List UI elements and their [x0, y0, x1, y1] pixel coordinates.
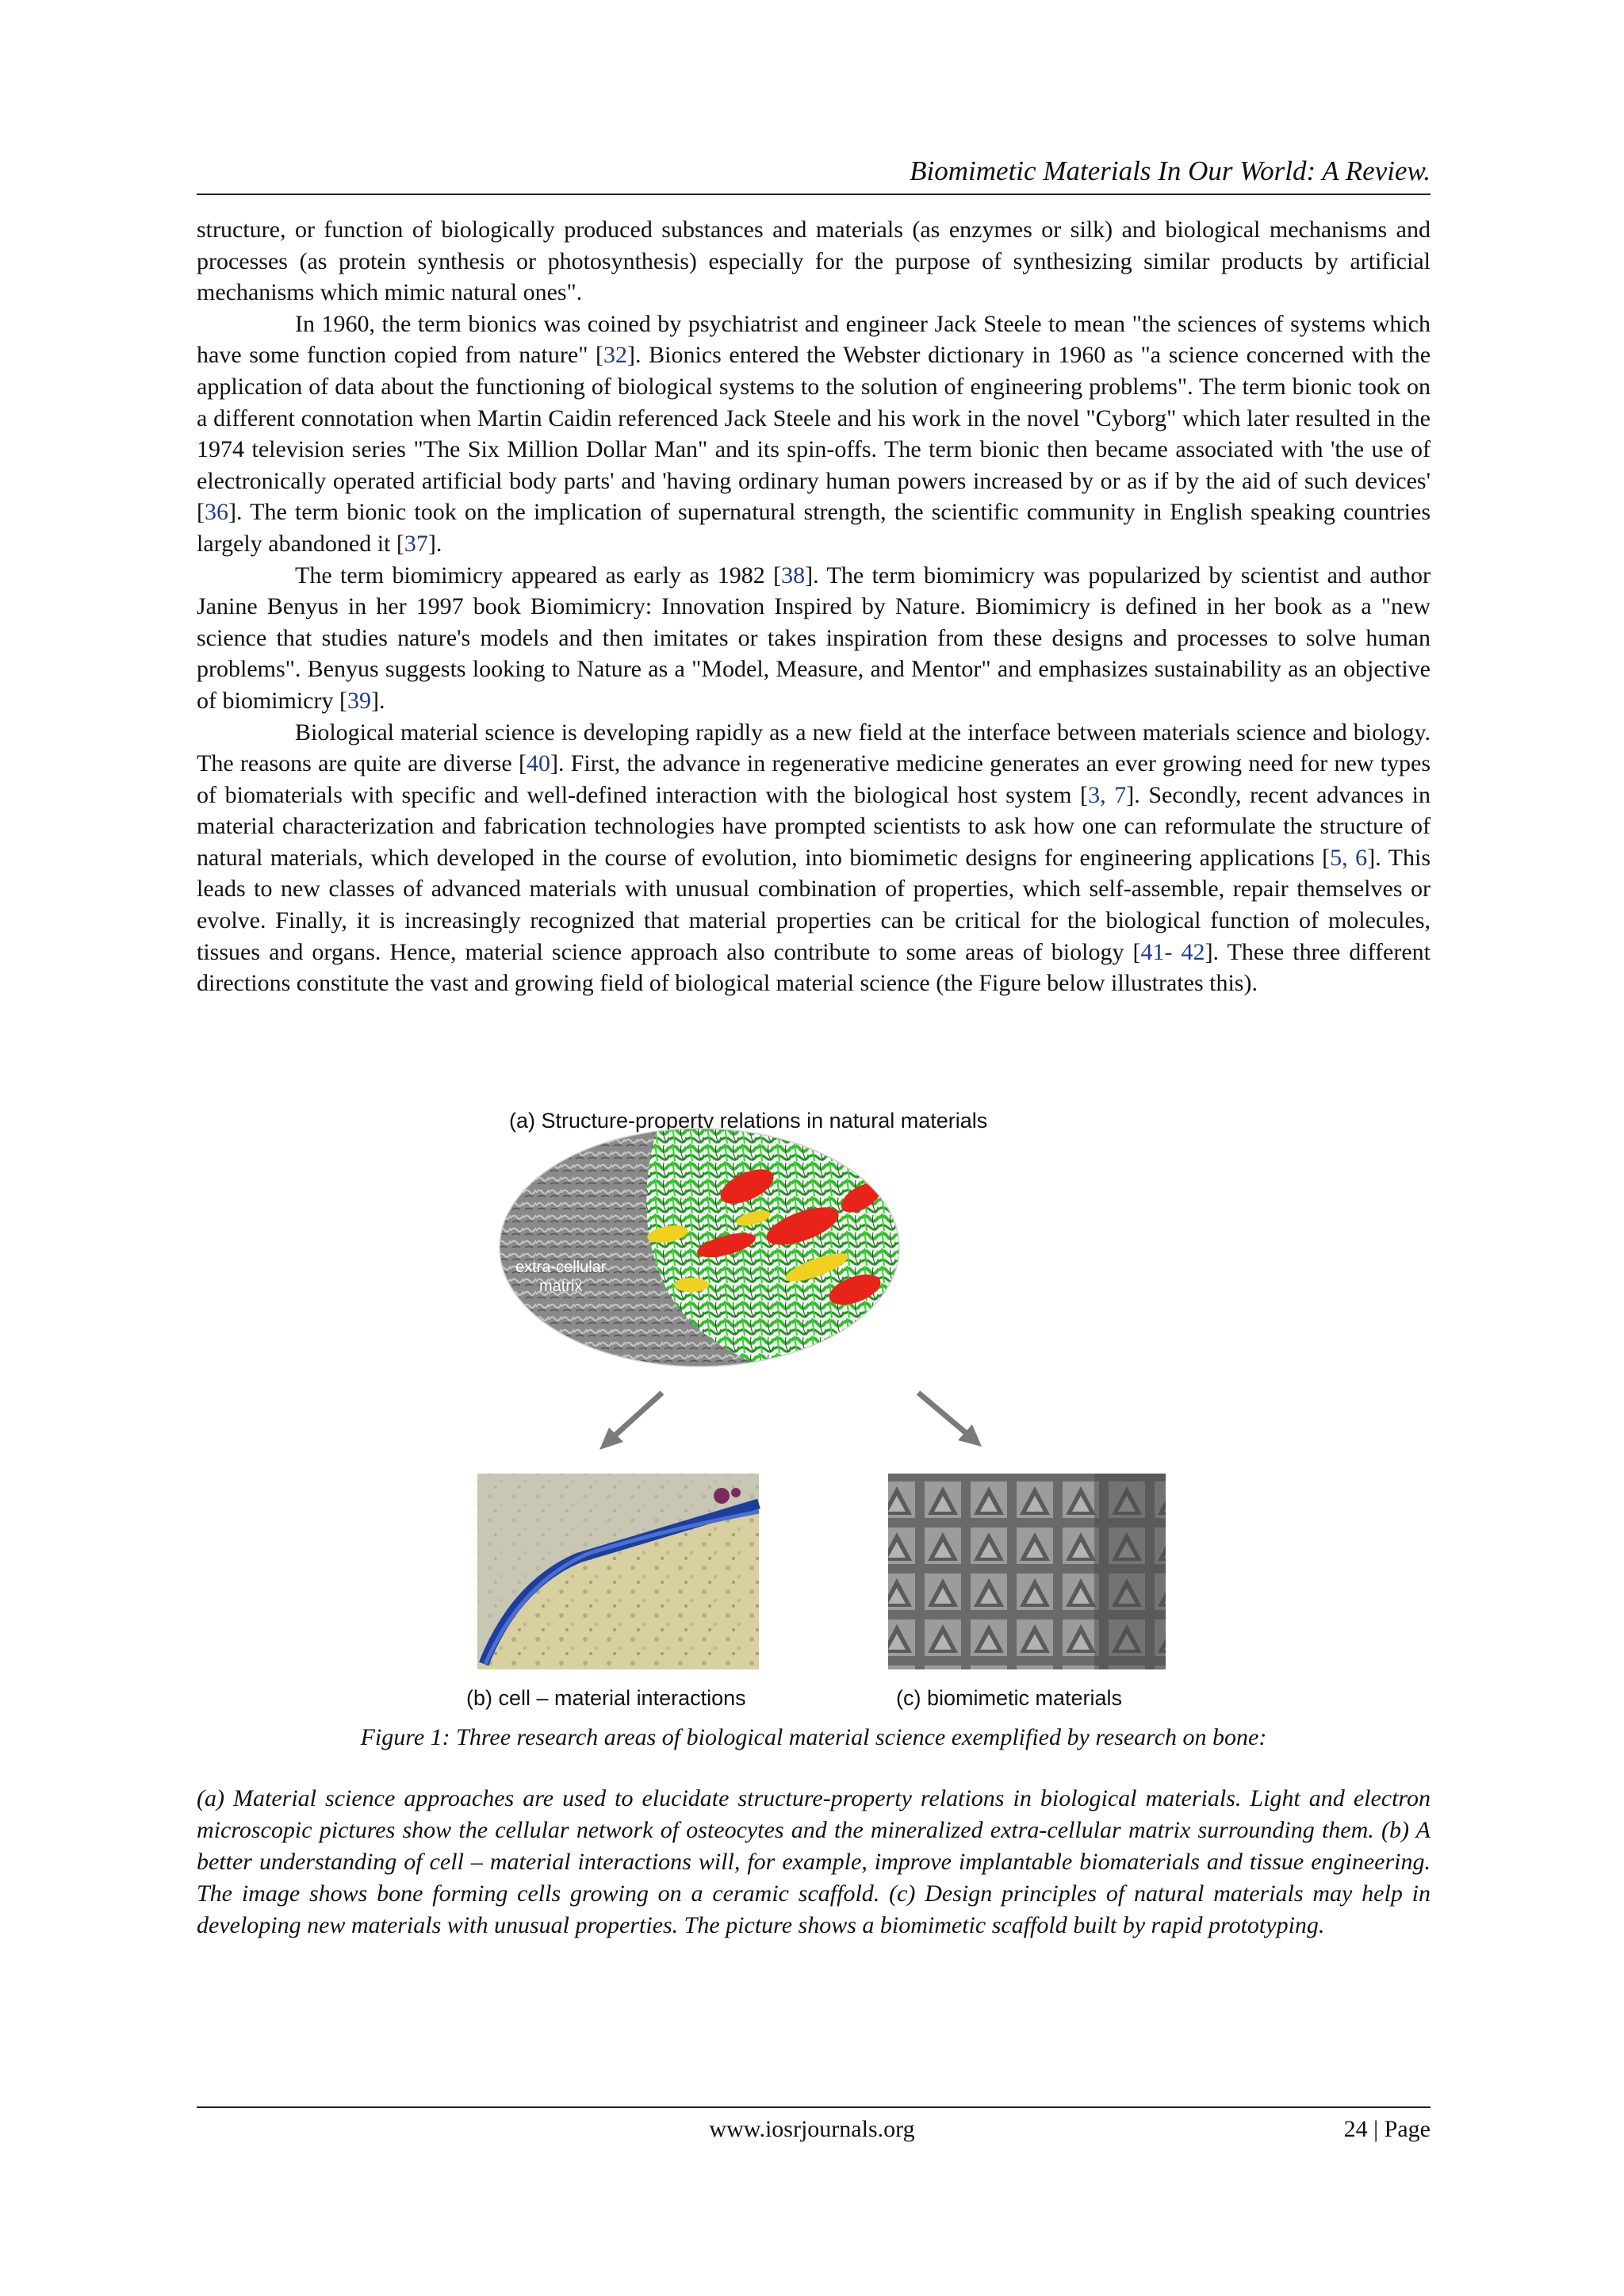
citation-link[interactable]: 3, 7: [1088, 781, 1127, 808]
panel-c-title: (c) biomimetic materials: [896, 1686, 1123, 1710]
label-extracellular-matrix: extra-cellular matrix: [515, 1259, 607, 1295]
paragraph-biomimicry: The term biomimicry appeared as early as 1982 [38]. The term biomimicry was popularized by scientist and author Janine Benyus in her 1997 book Biomimicry: Innovation Inspired by Nature. Biomimicry is defined in her book as a "new science that studies nature's models and then imitates or takes inspiration from these designs and processes to solve human problems". Benyus suggests looking to Nature as a "Model, Measure, and Mentor" and emphasizes sustainability as an objective of biomimicry [39].: [197, 562, 1431, 714]
footer-url[interactable]: www.iosrjournals.org: [709, 2116, 915, 2142]
body-text: [197, 214, 1431, 999]
figure-caption-title: Figure 1: Three research areas of biological material science exemplified by research on bone:: [360, 1724, 1267, 1750]
paragraph-continued: structure, or function of biologically produced substances and materials (as enzymes or silk) and biological mechanisms and processes (as protein synthesis or photosynthesis) especially for the purpose of synthesizing similar products by artificial mechanisms which mimic natural ones".: [197, 217, 1431, 306]
citation-link[interactable]: 36: [205, 499, 228, 526]
citation-link[interactable]: 32: [603, 342, 628, 369]
paragraph-material-science: Biological material science is developing rapidly as a new field at the interface between materials science and biology. The reasons are quite are diverse [40]. First, the advance in regenerative medicine generates an ever growing need for new types of biomaterials with specific and well-defined interaction with the biological host system [3, 7]. Secondly, recent advances in material characterization and fabrication technologies have prompted scientists to ask how one can reformulate the structure of natural materials, which developed in the course of evolution, into biomimetic designs for engineering applications [5, 6]. This leads to new classes of advanced materials with unusual combination of properties, which self-assemble, repair themselves or evolve. Finally, it is increasingly recognized that material properties can be critical for the biological function of molecules, tissues and organs. Hence, material science approach also contribute to some areas of biology [41- 42]. These three different directions constitute the vast and growing field of biological material science (the Figure below illustrates this).: [197, 719, 1431, 997]
scaffold-image: [888, 1474, 1166, 1669]
microscopy-ellipse: [492, 1125, 920, 1378]
running-header: Biomimetic Materials In Our World: A Review.: [910, 155, 1431, 186]
footer-rule: [197, 2106, 1431, 2108]
panel-a-title: (a) Structure-property relations in natural materials: [509, 1109, 988, 1133]
citation-link[interactable]: 37: [404, 530, 428, 557]
cell-material-image: [477, 1474, 759, 1669]
figure-artwork: [460, 1109, 1174, 1719]
citation-link[interactable]: 40: [526, 750, 550, 777]
citation-link[interactable]: 39: [347, 687, 371, 714]
figure-1: [460, 1109, 1174, 1719]
figure-caption-body: (a) Material science approaches are used to elucidate structure-property relations in biological materials. Light and electron microscopic pictures show the cellular network of osteocytes and the mineralized extra-cellular matrix surrounding them. (b) A better understanding of cell – material interactions will, for example, improve implantable biomaterials and tissue engineering. The image shows bone forming cells growing on a ceramic scaffold. (c) Design principles of natural materials may help in developing new materials with unusual properties. The picture shows a biomimetic scaffold built by rapid prototyping.: [197, 1785, 1431, 1938]
citation-link[interactable]: 38: [781, 562, 806, 588]
header-rule: [197, 194, 1431, 195]
panel-b-title: (b) cell – material interactions: [466, 1686, 746, 1710]
citation-link[interactable]: 5, 6: [1330, 844, 1368, 871]
label-cellular-network: cellular network: [939, 1244, 995, 1281]
citation-link[interactable]: 41- 42: [1140, 938, 1205, 965]
paragraph-bionics: In 1960, the term bionics was coined by psychiatrist and engineer Jack Steele to mean "the sciences of systems which have some function copied from nature" [32]. Bionics entered the Webster dictionary in 1960 as "a science concerned with the application of data about the functioning of biological systems to the solution of engineering problems". The term bionic took on a different connotation when Martin Caidin referenced Jack Steele and his work in the novel "Cyborg" which later resulted in the 1974 television series "The Six Million Dollar Man" and its spin-offs. The term bionic then became associated with 'the use of electronically operated artificial body parts' and 'having ordinary human powers increased by or as if by the aid of such devices' [36]. The term bionic took on the implication of supernatural strength, the scientific community in English speaking countries largely abandoned it [37].: [197, 310, 1431, 557]
arrow-right: [918, 1393, 982, 1447]
page-number: 24 | Page: [1343, 2116, 1431, 2142]
arrow-left: [599, 1393, 662, 1450]
